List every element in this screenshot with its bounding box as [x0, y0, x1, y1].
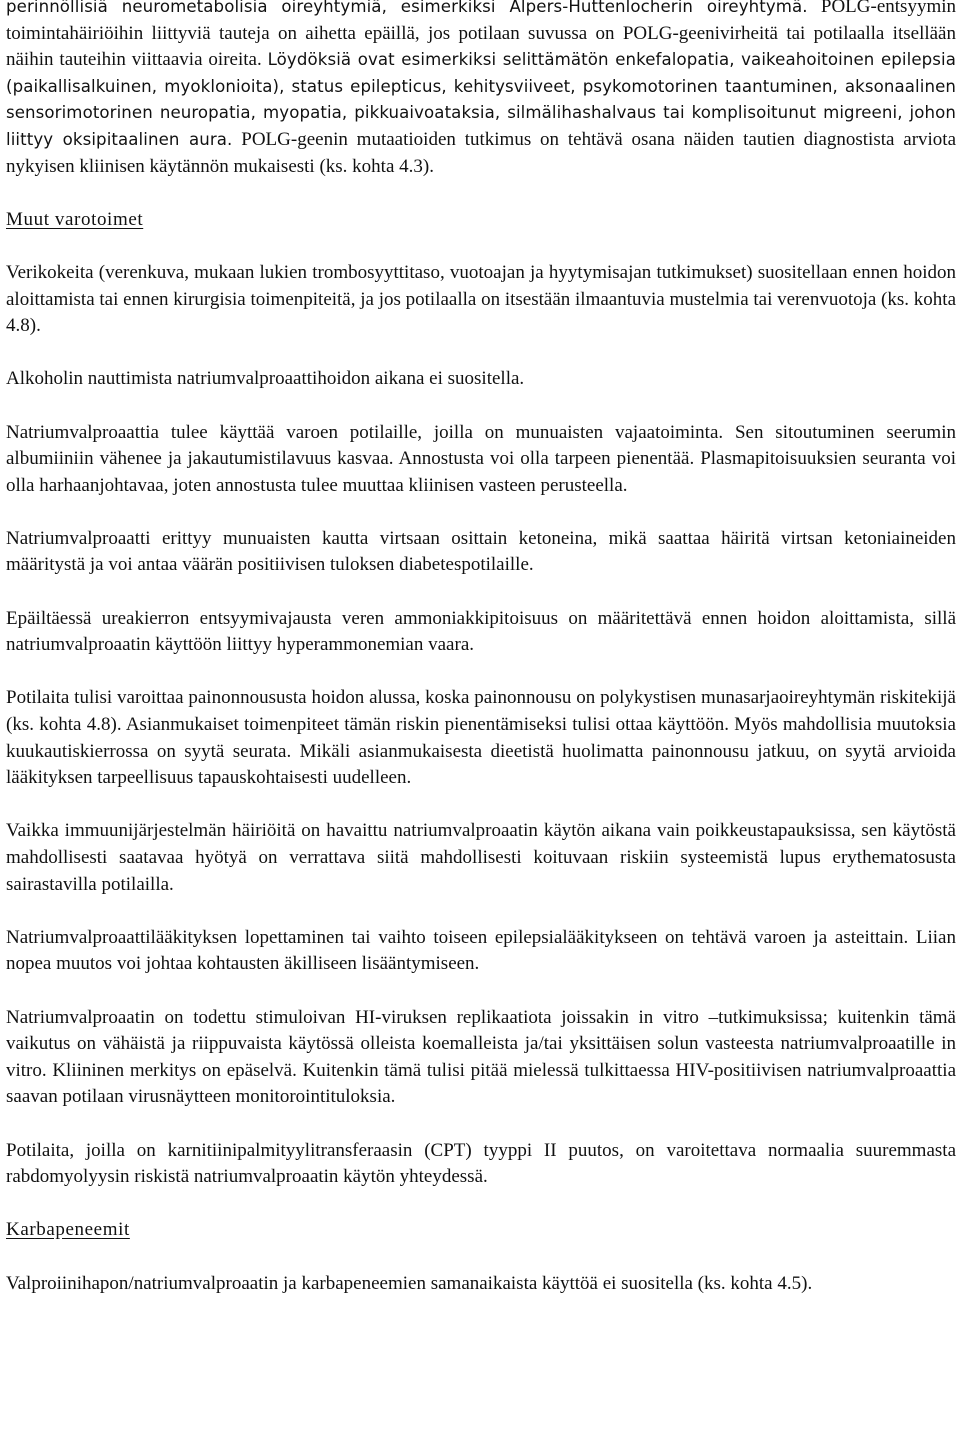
paragraph-immune-disorders: Vaikka immuunijärjestelmän häiriöitä on havaittu natriumvalproaatin käytön aikana vain poikkeustapauksissa, sen käytöstä mahdollisesti saatavaa hyötyä on verrattava siitä mahdollisesti koituvaan riskiin systeemistä lupus erythematosusta sairastavilla potilailla. — [6, 820, 956, 895]
paragraph-renal-impairment: Natriumvalproaattia tulee käyttää varoen potilaille, joilla on munuaisten vajaatoiminta. Sen sitoutuminen seerumin albumiiniin vähenee ja jakautumistilavuus kasvaa. Annostusta voi olla tarpeen pienentää. Plasmapitoisuuksien seuranta voi olla harhaanjohtavaa, joten annostusta tulee muuttaa kliinisen vasteen perusteella. — [6, 421, 956, 496]
section-heading-carbapenems: Karbapeneemit — [6, 1219, 130, 1241]
section-heading-other-precautions: Muut varotoimet — [6, 208, 144, 230]
paragraph-weight-gain: Potilaita tulisi varoittaa painonnousustа hoidon alussa, koska painonnousu on polykystisen munasarjaoireyhtymän riskitekijä (ks. kohta 4.8). Asianmukaiset toimenpiteet tämän riskin pienentämiseksi tulisi ottaa käyttöön. Myös mahdollisia muutoksia kuukautiskierrossa on syytä seurata. Mikäli asianmukaisesta dieetistä huolimatta painonnousu jatkuu, on syytä arvioida lääkityksen tarpeellisuus tapauskohtaisesti uudelleen. — [6, 687, 956, 789]
intro-findings-text: Löydöksiä ovat esimerkiksi selittämätön enkefalopatia, vaikeahoitoinen epilepsia (paikallisalkuinen, myoklonioita), status epilepticus, kehitysviiveet, psykomotorinen taantuminen, aksonaalinen sensorimotorinen neuropatia, myopatia, pikkuaivoataksia, silmälihashalvaus tai komplisoitunut migreeni, johon liittyy oksipitaalinen aura. — [6, 50, 956, 149]
paragraph-urea-cycle: Epäiltäessä ureakierron entsyymivajausta veren ammoniakkipitoisuus on määritettävä ennen hoidon aloittamista, sillä natriumvalproaatin käyttöön liittyy hyperammonemian vaara. — [6, 607, 956, 656]
paragraph-discontinuation: Natriumvalproaattilääkityksen lopettaminen tai vaihto toiseen epilepsialääkitykseen on tehtävä varoen ja asteittain. Liian nopea muutos voi johtaa kohtausten äkilliseen lisääntymiseen. — [6, 926, 956, 975]
intro-text-serif: POLG-entsyymin toimintahäiriöihin liittyviä tauteja on aihetta epäillä, jos potilaan suvussa on POLG-geenivirheitä tai potilaalla itsellään näihin tauteihin viittaavia oireita. — [6, 0, 956, 71]
intro-text-sans: perinnöllisiä neurometabolisia oireyhtymiä, esimerkiksi Alpers-Huttenlocherin oireyhtymä. — [6, 0, 808, 16]
intro-polg-text: POLG-geenin mutaatioiden tutkimus on tehtävä osana näiden tautien diagnostista arviota nykyisen kliinisen käytännön mukaisesti (ks. kohta 4.3). — [6, 128, 957, 177]
paragraph-hiv: Natriumvalproaatin on todettu stimuloivan HI-viruksen replikaatiota joissakin in vitro –tutkimuksissa; kuitenkin tämä vaikutus on vähäistä ja riippuvaista käytössä olleista koemalleista ja/tai yksittäisen solun vasteesta natriumvalproaatille in vitro. Kliininen merkitys on epäselvä. Kuitenkin tämä tulisi pitää mielessä tulkittaessa HIV-positiivisen natriumvalproaattia saavan potilaan virusnäytteen monitorointituloksia. — [6, 1006, 956, 1108]
paragraph-cpt-deficiency: Potilaita, joilla on karnitiinipalmityylitransferaasin (CPT) tyyppi II puutos, on varoitettava normaalia suuremmasta rabdomyolyysin riskistä natriumvalproaatin käytön yhteydessä. — [6, 1139, 956, 1188]
intro-paragraph — [6, 0, 956, 180]
paragraph-ketone-excretion: Natriumvalproaatti erittyy munuaisten kautta virtsaan osittain ketoneina, mikä saattaa häiritä virtsan ketoniaineiden määritystä ja voi antaa väärän positiivisen tuloksen diabetespotilaille. — [6, 527, 956, 576]
paragraph-alcohol: Alkoholin nauttimista natriumvalproaattihoidon aikana ei suositella. — [6, 368, 525, 390]
paragraph-carbapenems: Valproiinihapon/natriumvalproaatin ja karbapeneemien samanaikaista käyttöä ei suositella (ks. kohta 4.5). — [6, 1272, 813, 1294]
paragraph-blood-tests: Verikokeita (verenkuva, mukaan lukien trombosyyttitaso, vuotoajan ja hyytymisajan tutkimukset) suositellaan ennen hoidon aloittamista tai ennen kirurgisia toimenpiteitä, ja jos potilaalla on itsestään ilmaantuvia mustelmia tai verenvuotoja (ks. kohta 4.8). — [6, 261, 956, 337]
